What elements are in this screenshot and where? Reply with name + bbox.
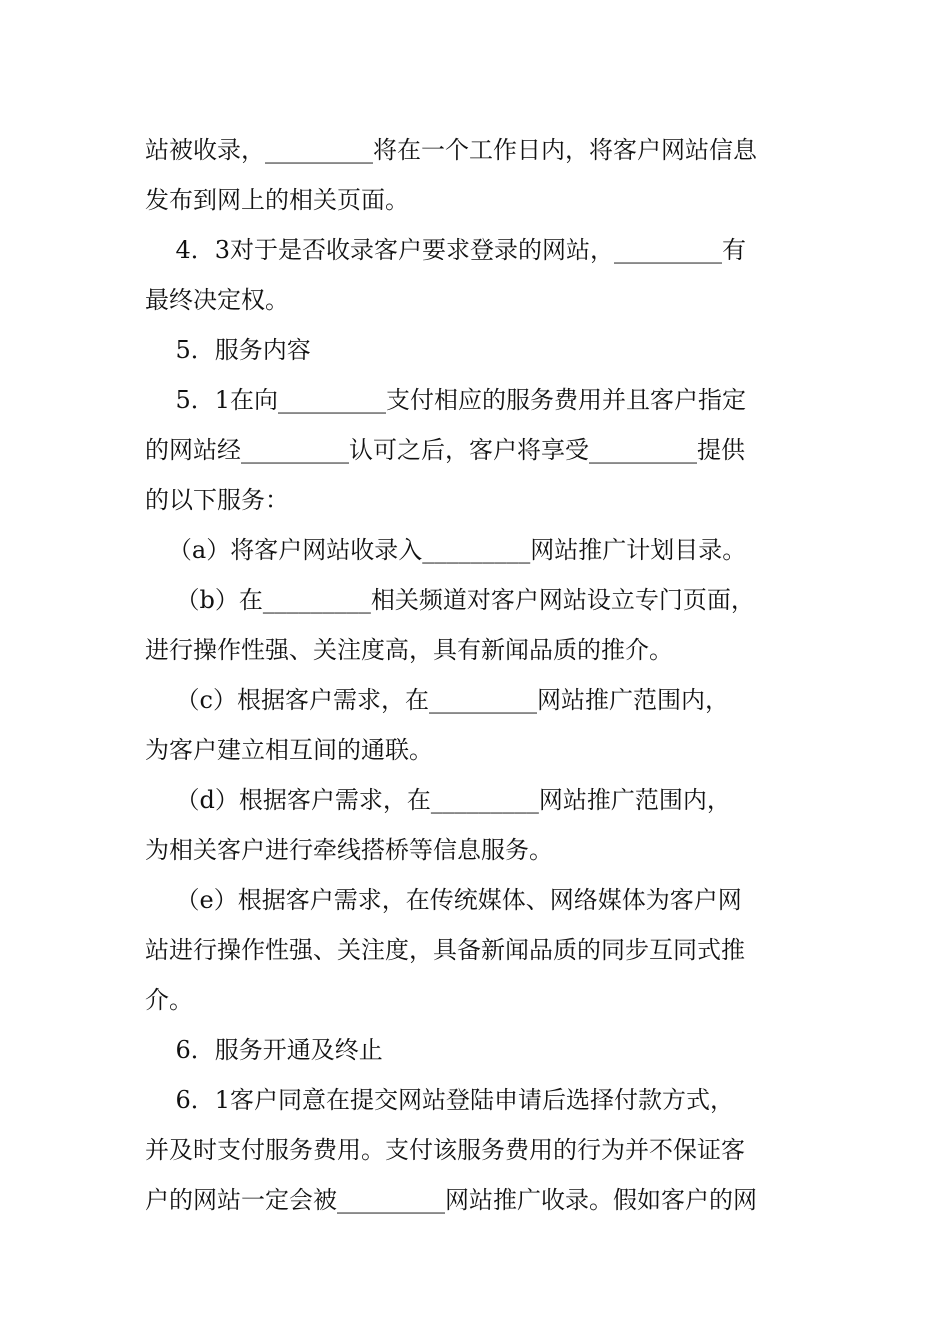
list-item: （d）根据客户需求，在_________网站推广范围内， [145, 786, 731, 814]
list-item: （b）在_________相关频道对客户网站设立专门页面， [145, 586, 755, 614]
text-line: 的以下服务： [145, 486, 289, 514]
text-line: 6．1客户同意在提交网站登陆申请后选择付款方式， [145, 1086, 735, 1114]
section-heading: 6．服务开通及终止 [145, 1036, 383, 1064]
list-item: （a）将客户网站收录入_________网站推广计划目录。 [145, 536, 747, 564]
text-line: 为相关客户进行牵线搭桥等信息服务。 [145, 836, 553, 864]
text-line: 为客户建立相互间的通联。 [145, 736, 433, 764]
text-line: 进行操作性强、关注度高，具有新闻品质的推介。 [145, 636, 673, 664]
text-line: 5．1在向_________支付相应的服务费用并且客户指定 [145, 386, 747, 414]
text-line: 站被收录，_________将在一个工作日内，将客户网站信息 [145, 136, 757, 164]
text-line: 的网站经_________认可之后，客户将享受_________提供 [145, 436, 745, 464]
text-line: 发布到网上的相关页面。 [145, 186, 409, 214]
section-heading: 5．服务内容 [145, 336, 311, 364]
text-line: 并及时支付服务费用。支付该服务费用的行为并不保证客 [145, 1136, 745, 1164]
text-line: 介。 [145, 986, 193, 1014]
list-item: （c）根据客户需求，在_________网站推广范围内， [145, 686, 729, 714]
text-line: 户的网站一定会被_________网站推广收录。假如客户的网 [145, 1186, 757, 1214]
text-line: 4．3对于是否收录客户要求登录的网站，_________有 [145, 236, 747, 264]
text-line: 最终决定权。 [145, 286, 289, 314]
text-line: 站进行操作性强、关注度，具备新闻品质的同步互同式推 [145, 936, 745, 964]
list-item: （e）根据客户需求，在传统媒体、网络媒体为客户网 [145, 886, 742, 914]
